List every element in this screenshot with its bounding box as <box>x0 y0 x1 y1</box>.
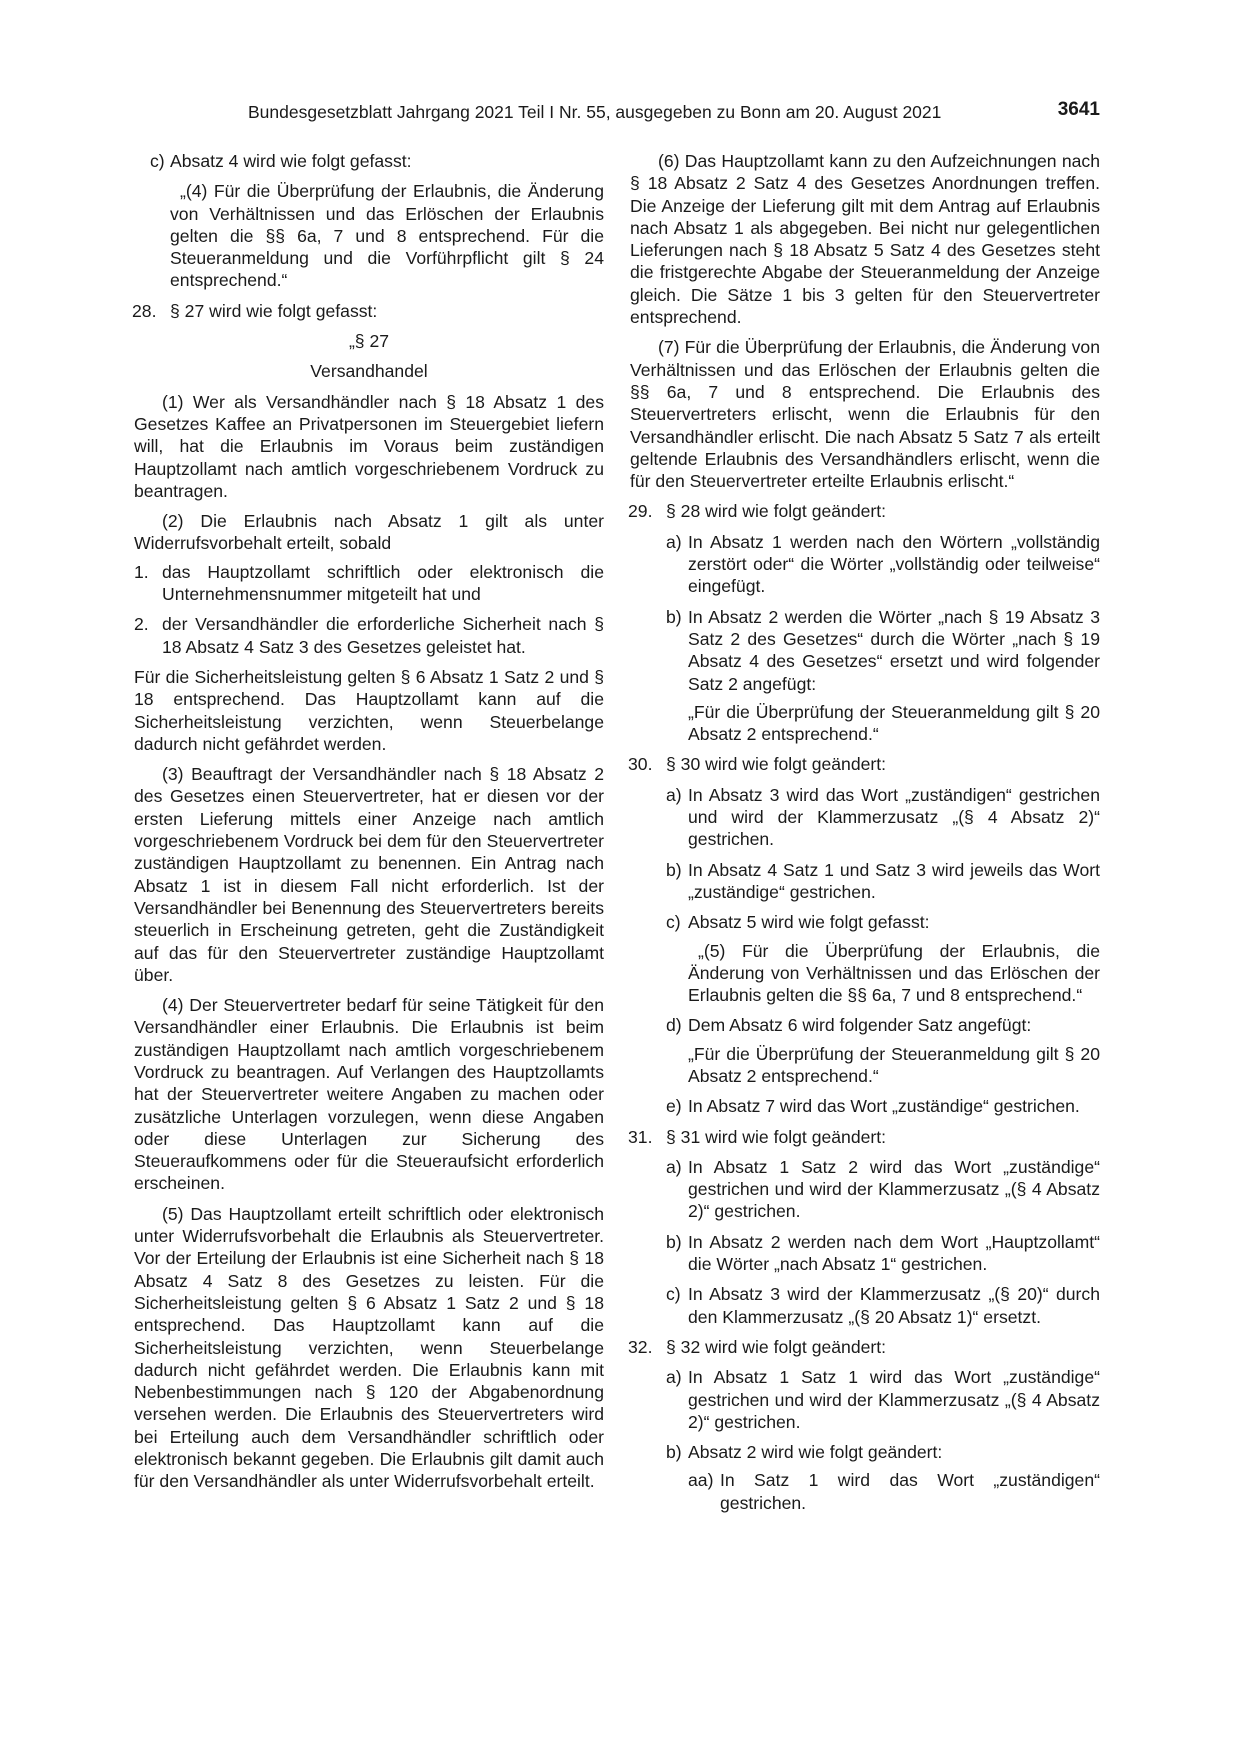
absatz-3: (3) Beauftragt der Versandhändler nach § 18 Absatz 2 des Gesetzes einen Steuervertreter, hat er diesen vor der ersten Lieferung mittels einer Anzeige nach amtlich vorgeschriebenem Vordruck bei dem für den Steuervertreter zuständigen Hauptzollamt zu benennen. Ein Antrag nach Absatz 1 ist in diesem Fall nicht erforderlich. Ist der Versandhändler bei Benennung des Steuervertreters bereits steuerlich in Erscheinung getreten, geht die Zuständigkeit auf das für den Steuervertreter zuständige Hauptzollamt über. <box>134 764 604 985</box>
list-number: 1. <box>134 561 149 582</box>
sub-item-text: Absatz 2 wird wie folgt geändert: <box>688 1442 943 1463</box>
sub-item <box>630 1366 1100 1433</box>
item-32 <box>630 1336 1100 1358</box>
page-header <box>248 100 1100 124</box>
absatz-5: (5) Das Hauptzollamt erteilt schriftlich oder elektronisch unter Widerrufsvorbehalt die Erlaubnis als Steuervertreter. Vor der Erteilung der Erlaubnis ist eine Sicherheit nach § 18 Absatz 4 Satz 8 des Gesetzes zu leisten. Für die Sicherheitsleistung gelten § 6 Absatz 1 Satz 2 und § 18 entsprechend. Das Hauptzollamt kann auf die Sicherheitsleistung verzichten, wenn Steuerbelange dadurch nicht gefährdet werden. Die Erlaubnis kann mit Nebenbestimmungen nach § 120 der Abgabenordnung versehen werden. Die Erlaubnis des Steuervertreters wird bei Erteilung auch dem Versandhändler schriftlich oder elektronisch bekannt gegeben. Die Erlaubnis gilt damit auch für den Versandhändler als unter Widerrufsvorbehalt erteilt. <box>134 1203 604 1492</box>
sub-item <box>630 531 1100 598</box>
list-item <box>134 613 604 658</box>
sub-item-text: In Absatz 1 Satz 1 wird das Wort „zuständige“ gestrichen und wird der Klammerzusatz „(§ 4 Absatz 2)“ gestrichen. <box>688 1367 1100 1432</box>
item-label: 31. <box>628 1126 653 1147</box>
absatz-1: (1) Wer als Versandhändler nach § 18 Absatz 1 des Gesetzes Kaffee an Privatpersonen im Steuergebiet liefern will, hat die Erlaubnis im Voraus beim zuständigen Hauptzollamt nach amtlich vorgeschriebenem Vordruck zu beantragen. <box>134 391 604 501</box>
list-number: 2. <box>134 614 149 635</box>
sub-item-label: c) <box>666 1284 681 1305</box>
sub-item-label: d) <box>666 1015 682 1036</box>
sub-item <box>630 1283 1100 1328</box>
absatz-2-tail: Für die Sicherheitsleistung gelten § 6 Absatz 1 Satz 2 und § 18 entsprechend. Das Hauptzollamt kann auf die Sicherheitsleistung verzichten, wenn Steuerbelange dadurch nicht gefährdet werden. <box>134 666 604 754</box>
item-text: § 30 wird wie folgt geändert: <box>666 754 887 775</box>
sub-item-label: a) <box>666 1156 682 1177</box>
sub-item <box>630 1014 1100 1036</box>
sub-item-text: In Absatz 2 werden die Wörter „nach § 19 Absatz 3 Satz 2 des Gesetzes“ durch die Wörter „nach § 19 Absatz 4 des Gesetzes“ ersetzt und wird folgender Satz 2 angefügt: <box>688 606 1100 694</box>
item-31 <box>630 1126 1100 1148</box>
sub-item <box>630 1231 1100 1276</box>
item-text: § 31 wird wie folgt geändert: <box>666 1126 887 1147</box>
sub-sub-item <box>630 1469 1100 1514</box>
page-number: 3641 <box>1057 99 1100 120</box>
item-text: Absatz 4 wird wie folgt gefasst: <box>170 151 412 171</box>
item-29 <box>630 500 1100 522</box>
sub-item-text: In Absatz 3 wird der Klammerzusatz „(§ 20)“ durch den Klammerzusatz „(§ 20 Absatz 1)“ ersetzt. <box>688 1284 1100 1327</box>
quoted-sentence: „Für die Überprüfung der Steueranmeldung gilt § 20 Absatz 2 entsprechend.“ <box>688 1043 1100 1086</box>
quoted-sentence: „Für die Überprüfung der Steueranmeldung gilt § 20 Absatz 2 entsprechend.“ <box>688 701 1100 745</box>
sub-item-text: In Absatz 1 Satz 2 wird das Wort „zuständige“ gestrichen und wird der Klammerzusatz „(§ 4 Absatz 2)“ gestrichen. <box>688 1156 1100 1222</box>
item-text: § 32 wird wie folgt geändert: <box>666 1336 887 1357</box>
sub-sub-item-label: aa) <box>688 1470 714 1491</box>
sub-item <box>630 1441 1100 1463</box>
sub-item <box>630 606 1100 695</box>
item-label: 29. <box>628 501 653 522</box>
sub-item-text: In Absatz 1 werden nach den Wörtern „vollständig zerstört oder“ die Wörter „vollständig oder teilweise“ eingefügt. <box>688 531 1100 597</box>
sub-item-text: In Absatz 7 wird das Wort „zuständige“ gestrichen. <box>688 1096 1080 1117</box>
item-label: c) <box>150 151 165 171</box>
sub-item-label: a) <box>666 531 682 552</box>
paragraph-title: Versandhandel <box>310 361 428 382</box>
item-c <box>134 150 604 172</box>
sub-item-label: b) <box>666 859 682 880</box>
item-label: 32. <box>628 1336 653 1357</box>
running-title: Bundesgesetzblatt Jahrgang 2021 Teil I Nr. 55, ausgegeben zu Bonn am 20. August 2021 <box>248 102 942 122</box>
sub-item-text: Absatz 5 wird wie folgt gefasst: <box>688 912 930 933</box>
sub-item-label: b) <box>666 1442 682 1463</box>
sub-item-label: b) <box>666 1231 682 1252</box>
item-label: 28. <box>132 300 157 321</box>
item-label: 30. <box>628 754 653 775</box>
sub-item-text: In Absatz 3 wird das Wort „zuständigen“ gestrichen und wird der Klammerzusatz „(§ 4 Absatz 2)“ gestrichen. <box>688 784 1100 850</box>
paragraph-heading: „§ 27 <box>348 331 390 352</box>
sub-item-label: b) <box>666 606 682 627</box>
list-item <box>134 561 604 606</box>
sub-item <box>630 1095 1100 1117</box>
absatz-4: (4) Der Steuervertreter bedarf für seine Tätigkeit für den Versandhändler einer Erlaubnis. Die Erlaubnis ist beim zuständigen Hauptzollamt nach amtlich vorgeschriebenem Vordruck zu beantragen. Auf Verlangen des Hauptzollamts hat der Steuervertreter weitere Angaben zu machen oder zusätzliche Unterlagen vorzulegen, wenn diese Angaben oder diese Unterlagen zur Sicherung des Steueraufkommens oder für die Steueraufsicht erforderlich erscheinen. <box>134 995 604 1194</box>
sub-item <box>630 784 1100 851</box>
sub-item-text: In Absatz 2 werden nach dem Wort „Hauptzollamt“ die Wörter „nach Absatz 1“ gestrichen. <box>688 1231 1100 1275</box>
item-28 <box>134 300 604 322</box>
sub-item-label: e) <box>666 1096 682 1117</box>
item-30 <box>630 753 1100 775</box>
sub-item-label: a) <box>666 784 682 805</box>
absatz-7: (7) Für die Überprüfung der Erlaubnis, die Änderung von Verhältnissen und das Erlöschen der Erlaubnis gelten die §§ 6a, 7 und 8 entsprechend. Die Erlaubnis des Steuervertreters erlischt, wenn die Erlaubnis für den Versandhändler erlischt. Die nach Absatz 5 Satz 7 als erteilt geltende Erlaubnis des Versandhändlers erlischt, wenn die für den Steuervertreter erteilte Erlaubnis erlischt.“ <box>630 337 1100 492</box>
item-text: § 27 wird wie folgt gefasst: <box>170 300 378 321</box>
sub-item <box>630 859 1100 904</box>
sub-item-text: Dem Absatz 6 wird folgender Satz angefügt: <box>688 1015 1032 1036</box>
sub-item <box>630 911 1100 933</box>
right-column <box>630 150 1100 1522</box>
absatz-2: (2) Die Erlaubnis nach Absatz 1 gilt als unter Widerrufsvorbehalt erteilt, sobald <box>134 511 604 554</box>
quoted-paragraph: „(4) Für die Überprüfung der Erlaubnis, die Änderung von Verhältnissen und das Erlöschen der Erlaubnis gelten die §§ 6a, 7 und 8 entsprechend. Für die Steueranmeldung und die Vorführpflicht gilt § 24 entsprechend.“ <box>170 181 604 291</box>
sub-sub-item-text: In Satz 1 wird das Wort „zuständigen“ gestrichen. <box>720 1470 1100 1513</box>
absatz-6: (6) Das Hauptzollamt kann zu den Aufzeichnungen nach § 18 Absatz 2 Satz 4 des Gesetzes Anordnungen treffen. Die Anzeige der Lieferung gilt mit dem Antrag auf Erlaubnis nach Absatz 1 als abgegeben. Bei nicht nur gelegentlichen Lieferungen nach § 18 Absatz 5 Satz 4 des Gesetzes steht die fristgerechte Abgabe der Steueranmeldung der Anzeige gleich. Die Sätze 1 bis 3 gelten für den Steuervertreter entsprechend. <box>630 151 1100 328</box>
sub-item-label: a) <box>666 1367 682 1388</box>
list-text: das Hauptzollamt schriftlich oder elektronisch die Unternehmensnummer mitgeteilt hat und <box>162 561 604 605</box>
quoted-paragraph: „(5) Für die Überprüfung der Erlaubnis, die Änderung von Verhältnissen und das Erlöschen der Erlaubnis gelten die §§ 6a, 7 und 8 entsprechend.“ <box>688 940 1100 1006</box>
sub-item-label: c) <box>666 912 681 933</box>
sub-item <box>630 1156 1100 1223</box>
item-text: § 28 wird wie folgt geändert: <box>666 501 887 522</box>
left-column <box>134 150 604 1501</box>
sub-item-text: In Absatz 4 Satz 1 und Satz 3 wird jeweils das Wort „zuständige“ gestrichen. <box>688 859 1100 902</box>
list-text: der Versandhändler die erforderliche Sicherheit nach § 18 Absatz 4 Satz 3 des Gesetzes geleistet hat. <box>162 614 604 657</box>
